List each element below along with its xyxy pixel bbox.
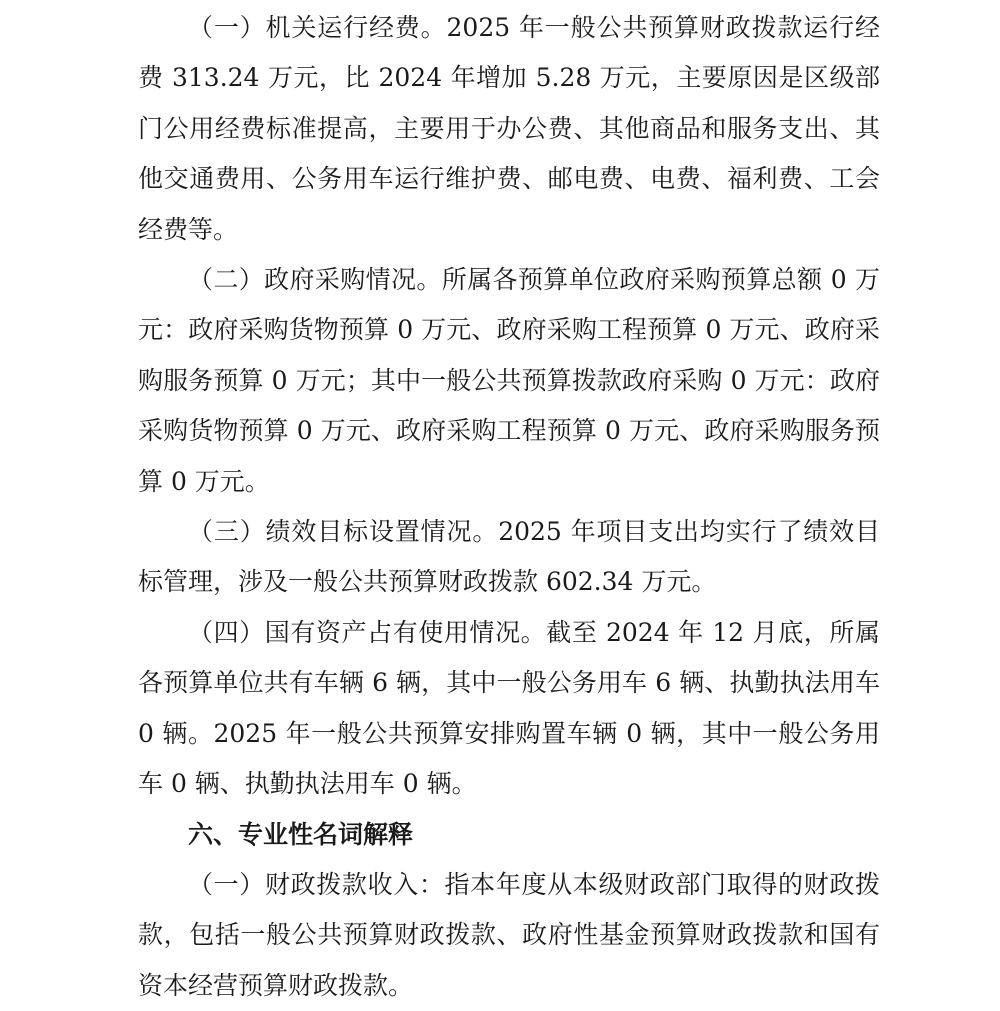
document-page [138,3,880,1011]
paragraph-lead: （四）国有资产占有使用情况。 [188,617,547,647]
paragraph-body: 截至 2024 年 12 月底，所属各预算单位共有车辆 6 辆，其中一般公务用车 6 辆、执勤执法用车 0 辆。2025 年一般公共预算安排购置车辆 0 辆，其中一般公务用车 0 辆、执勤执法用车 0 辆。 [138,617,880,799]
definition-lead: （一）财政拨款收入： [188,869,445,899]
paragraph-operating-funds [138,3,880,255]
paragraph-state-assets [138,608,880,810]
paragraph-body: 所属各预算单位政府采购预算总额 0 万元：政府采购货物预算 0 万元、政府采购工程预算 0 万元、政府采购服务预算 0 万元；其中一般公共预算拨款政府采购 0 万元：政府采购货物预算 0 万元、政府采购工程预算 0 万元、政府采购服务预算 0 万元。 [138,265,880,496]
paragraph-government-procurement [138,255,880,507]
section-heading: 六、专业性名词解释 [188,819,414,849]
paragraph-lead: （三）绩效目标设置情况。 [188,517,499,547]
definition-fiscal-appropriation-income [138,860,880,1011]
paragraph-lead: （一）机关运行经费。 [188,13,447,42]
paragraph-performance-targets [138,507,880,608]
definition-body: 指本年度从本级财政部门取得的财政拨款，包括一般公共预算财政拨款、政府性基金预算财政拨款和国有资本经营预算财政拨款。 [138,869,880,1000]
paragraph-lead: （二）政府采购情况。 [188,265,442,295]
paragraph-body: 2025 年一般公共预算财政拨款运行经费 313.24 万元，比 2024 年增加 5.28 万元，主要原因是区级部门公用经费标准提高，主要用于办公费、其他商品和服务支出、其他交通费用、公务用车运行维护费、邮电费、电费、福利费、工会经费等。 [138,13,880,244]
paragraph-body: 2025 年项目支出均实行了绩效目标管理，涉及一般公共预算财政拨款 602.34 万元。 [138,517,880,597]
